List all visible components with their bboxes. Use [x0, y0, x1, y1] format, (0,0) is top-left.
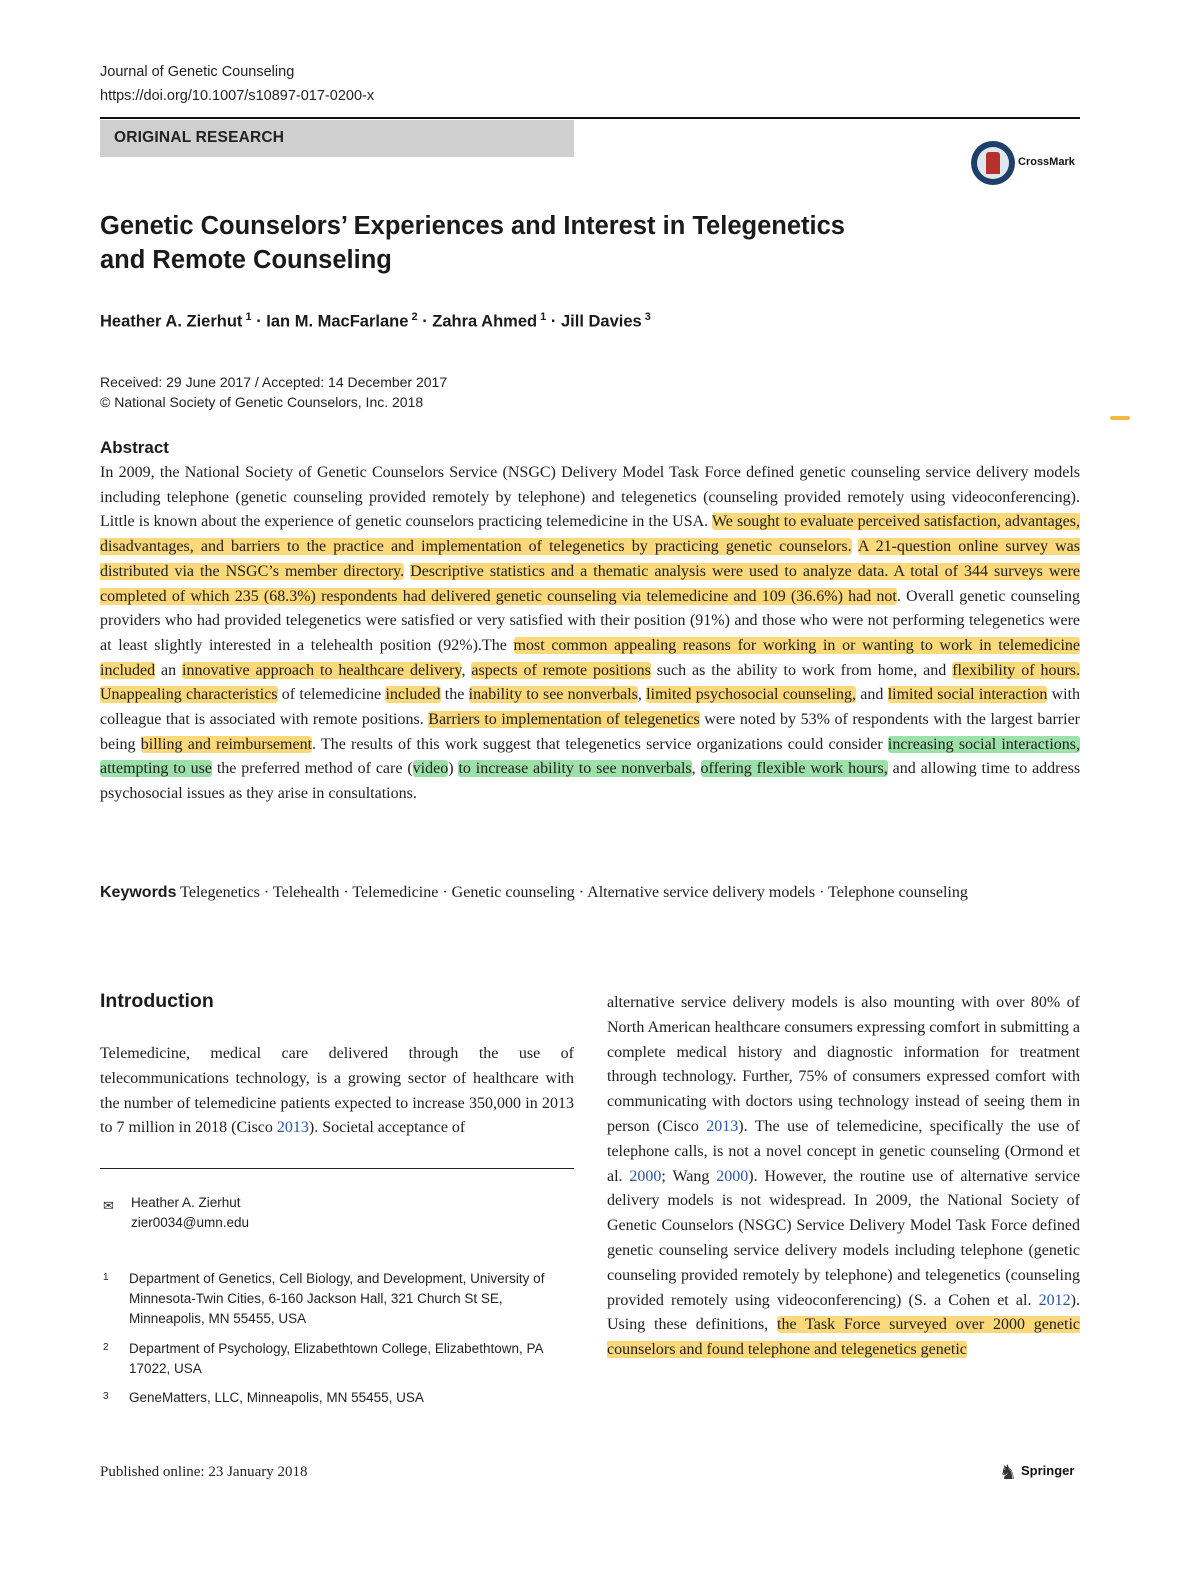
- abstract-text: ,: [691, 760, 701, 778]
- intro-column-left: [100, 1042, 574, 1141]
- abstract-text: [852, 538, 858, 555]
- author-name[interactable]: Heather A. Zierhut: [100, 312, 243, 331]
- abstract-highlight-yellow: We sought to evaluate perceived satisfaction, advantages, disadvantages, and barriers to the practice and implementation of telegenetics by practicing genetic counselors.: [100, 513, 1081, 556]
- affiliation-2: Department of Psychology, Elizabethtown College, Elizabethtown, PA 17022, USA: [129, 1341, 543, 1376]
- abstract-highlight-green: to increase ability to see nonverbals: [458, 760, 692, 778]
- abstract-heading: Abstract: [100, 438, 169, 457]
- abstract-highlight-yellow: billing and reimbursement: [140, 735, 313, 753]
- highlight-margin-marker: [1110, 416, 1130, 420]
- abstract-highlight-green: attempting to use: [100, 760, 212, 778]
- abstract-highlight-yellow: most common appealing reasons for working in or wanting to work in telemedicine: [513, 636, 1080, 654]
- published-online: Published online: 23 January 2018: [100, 1464, 308, 1480]
- abstract-text: the: [440, 686, 469, 704]
- abstract-highlight-yellow: inability to see nonverbals: [468, 686, 638, 704]
- publisher-logo-text: Springer: [1021, 1463, 1075, 1478]
- affiliation-3-number: 3: [103, 1391, 109, 1402]
- affiliation-1-number: 1: [103, 1272, 109, 1283]
- intro-text: ). The use of telemedicine, specifically the use of telephone calls, is not a novel concept in genetic counseling (Ormond et al.: [607, 1117, 1080, 1185]
- abstract-text: the preferred method of care (: [211, 760, 413, 778]
- citation-link[interactable]: 2013: [706, 1117, 739, 1135]
- abstract-text: were noted by 53% of respondents with the largest barrier being: [100, 711, 1080, 753]
- copyright: © National Society of Genetic Counselors, Inc. 2018: [100, 394, 424, 410]
- author-name[interactable]: Ian M. MacFarlane: [266, 312, 409, 331]
- affiliation-1: Department of Genetics, Cell Biology, and Development, University of Minnesota-Twin Cities, 6-160 Jackson Hall, 321 Church St SE, Minneapolis, MN 55455, USA: [129, 1271, 545, 1326]
- abstract-text: such as the ability to work from home, and: [650, 661, 953, 679]
- section-label: ORIGINAL RESEARCH: [114, 129, 285, 146]
- abstract-highlight-yellow: included: [385, 686, 441, 704]
- affiliation-3: GeneMatters, LLC, Minneapolis, MN 55455, USA: [129, 1390, 424, 1405]
- abstract-highlight-yellow: innovative approach to healthcare delivery: [182, 661, 462, 679]
- crossmark-label: CrossMark: [1018, 156, 1075, 168]
- abstract-text: ,: [637, 686, 647, 704]
- affiliation-2-number: 2: [103, 1342, 109, 1353]
- keywords: [100, 881, 1080, 905]
- citation-link[interactable]: 2000: [716, 1167, 749, 1185]
- envelope-icon: ✉: [103, 1198, 114, 1213]
- contact-name: Heather A. Zierhut: [131, 1195, 241, 1210]
- abstract-highlight-yellow: flexibility of hours.: [952, 661, 1081, 679]
- springer-horse-icon: ♞: [999, 1462, 1017, 1484]
- abstract-text: with colleague that is associated with remote positions.: [100, 686, 1081, 729]
- intro-column-right: [607, 991, 1080, 1363]
- title-line-1: Genetic Counselors’ Experiences and Interest in Telegenetics: [100, 212, 845, 240]
- author-affiliation-marker: 1: [242, 311, 252, 323]
- intro-highlight-yellow: the Task Force surveyed over 2000 genetic counselors and found telephone and telegenetics genetic: [607, 1316, 1080, 1359]
- author-list: [100, 311, 651, 332]
- abstract-text: an: [155, 661, 183, 679]
- abstract-text: ): [448, 760, 459, 778]
- author-separator: ·: [417, 312, 433, 331]
- abstract-text: In 2009, the National Society of Genetic Counselors Service (NSGC) Delivery Model Task Force defined genetic counseling service delivery models including telephone (genetic counseling provided remotely by telephone) and telegenetics (counseling provided remotely using videoconferencing). Little is known about the experience of genetic counselors practicing telemedicine in the USA.: [100, 464, 1080, 531]
- abstract-highlight-yellow: Barriers to implementation of telegenetics: [428, 711, 700, 729]
- abstract-text: . The results of this work suggest that telegenetics service organizations could consider: [312, 735, 888, 753]
- abstract-text: and: [856, 686, 888, 704]
- introduction-heading: Introduction: [100, 990, 214, 1012]
- abstract-highlight-yellow: Unappealing characteristics: [100, 686, 278, 704]
- keywords-label: Keywords: [100, 884, 177, 901]
- author-name[interactable]: Jill Davies: [560, 312, 642, 331]
- footnote-rule: [100, 1168, 574, 1169]
- title-line-2: and Remote Counseling: [100, 246, 392, 274]
- keywords-list: Telegenetics · Telehealth · Telemedicine · Genetic counseling · Alternative service delivery models · Telephone counseling: [176, 884, 968, 901]
- intro-text: ). Using these definitions,: [607, 1291, 1080, 1334]
- abstract-body: [100, 461, 1080, 807]
- abstract-highlight-yellow: A 21-question online survey was distributed via the NSGC’s member directory.: [100, 538, 1080, 580]
- abstract-highlight-yellow: limited psychosocial counseling,: [646, 686, 857, 704]
- author-affiliation-marker: 1: [537, 311, 547, 323]
- intro-text: ; Wang: [661, 1167, 717, 1185]
- doi-link[interactable]: https://doi.org/10.1007/s10897-017-0200-x: [100, 88, 375, 104]
- author-affiliation-marker: 3: [641, 311, 651, 323]
- crossmark-icon[interactable]: [971, 141, 1015, 185]
- contact-email[interactable]: zier0034@umn.edu: [131, 1215, 250, 1230]
- intro-text: Telemedicine, medical care delivered through the use of telecommunications technology, is a growing sector of healthcare with the number of telemedicine patients expected to increase 350,000 in 2013 to 7 million in 2018 (Cisco: [100, 1045, 574, 1137]
- corresponding-author: [131, 1193, 249, 1233]
- citation-link[interactable]: 2000: [629, 1167, 662, 1185]
- abstract-text: of telemedicine: [277, 686, 386, 704]
- author-separator: ·: [251, 312, 267, 331]
- abstract-text: ,: [461, 661, 472, 679]
- abstract-highlight-yellow: included: [100, 661, 156, 679]
- intro-text: ). However, the routine use of alternative service delivery models is not widespread. In 2009, the National Society of Genetic Counselors (NSGC) Service Delivery Model Task Force defined genetic counseling service delivery models including telephone (genetic counseling provided remotely by telephone) and telegenetics (counseling provided remotely using videoconferencing) (S. a Cohen et al.: [607, 1167, 1081, 1309]
- journal-name: Journal of Genetic Counseling: [100, 64, 295, 80]
- citation-link[interactable]: 2012: [1038, 1291, 1071, 1309]
- abstract-highlight-yellow: limited social interaction: [887, 686, 1048, 704]
- article-dates: [100, 372, 447, 412]
- abstract-text: . Overall genetic counseling providers who had provided telegenetics were satisfied or very satisfied with their position (91%) and those who were not performing telegenetics were at least slightly interested in a telehealth position (92%).The: [100, 587, 1080, 654]
- author-name[interactable]: Zahra Ahmed: [432, 312, 538, 331]
- intro-text: ). Societal acceptance of: [308, 1119, 466, 1137]
- received-accepted: Received: 29 June 2017 / Accepted: 14 December 2017: [100, 374, 448, 390]
- abstract-highlight-green: offering flexible work hours,: [700, 760, 888, 778]
- abstract-highlight-yellow: Descriptive statistics and a thematic analysis were used to analyze data. A total of 344 surveys were completed of which 235 (68.3%) respondents had delivered genetic counseling via telemedicine and 109 (36.6%) had not: [100, 562, 1081, 605]
- abstract-text: and allowing time to address psychosocial issues as they arise in consultations.: [100, 760, 1081, 803]
- abstract-highlight-green: video: [412, 760, 449, 778]
- citation-link[interactable]: 2013: [276, 1119, 309, 1137]
- author-separator: ·: [546, 312, 561, 331]
- abstract-highlight-yellow: aspects of remote positions: [471, 661, 651, 679]
- author-affiliation-marker: 2: [408, 311, 418, 323]
- header-rule: [100, 117, 1080, 119]
- abstract-highlight-green: increasing social interactions,: [887, 735, 1080, 753]
- intro-text: alternative service delivery models is also mounting with over 80% of North American healthcare consumers expressing comfort in submitting a complete medical history and diagnostic information for treatment through technology. Further, 75% of consumers expressed comfort with communicating with doctors using technology instead of seeing them in person (Cisco: [607, 994, 1080, 1135]
- article-title: [100, 209, 920, 277]
